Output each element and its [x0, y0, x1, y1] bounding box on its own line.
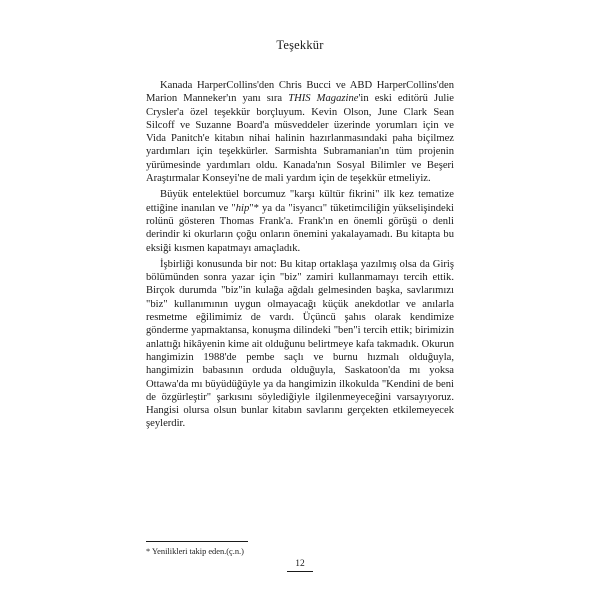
main-text	[146, 79, 454, 431]
page-number: 12	[295, 559, 305, 569]
footnote-rule	[146, 541, 248, 542]
paragraph	[146, 258, 454, 431]
paragraph-text: 'in eski editörü Julie Crysler'a özel teşekkür borçluyum. Kevin Olson, June Clark Sean Silcoff ve Suzanne Board'a müsveddeler üzerinde yorumları için ve Vida Panitch'e kitabın nihai halinin hazırlanmasındaki paha biçilmez yardımları için teşekkürler. Sarmishta Subramanian'ın tüm projenin yürümesinde yardımları oldu. Kanada'nın Sosyal Bilimler ve Beşeri Araştırmalar Konseyi'ne de mali yardım için de teşekkür etmeliyiz.	[146, 93, 454, 185]
paragraph-text: Kanada HarperCollins'den Chris Bucci ve ABD HarperCollins'den Marion Manneker'ın yanı sıra	[146, 80, 454, 105]
footnote: * Yenilikleri takip eden.(ç.n.)	[146, 547, 244, 556]
paragraph-text: "* ya da "isyancı" tüketimciliğin yükselişindeki rolünü gösteren Thomas Frank'a. Frank'ın en önemli görüşü o denli derindir ki okurların çoğu onların önemini yakalayamadı. Bu kitapta bu eksiği kısmen kapatmayı amaçladık.	[146, 202, 454, 254]
paragraph-text: Büyük entelektüel borcumuz "karşı kültür fikrini" ilk kez tematize ettiğine inanılan ve "	[146, 189, 454, 214]
page-number-underline	[287, 571, 313, 572]
italic-text: THIS Magazine	[288, 93, 359, 105]
paragraph-text: İşbirliği konusunda bir not: Bu kitap ortaklaşa yazılmış olsa da Giriş bölümünden sonra yazar için "biz" zamiri kullanmamayı tercih ettik. Birçok durumda "biz"in kulağa ağdalı gelmesinden başka, savlarımızı "biz" kullanımının uygun olmayacağı küçük anekdotlar ve anılarla resmetme eğilimimiz de vardı. Üçüncü şahıs olarak kendimize gönderme yapmaktansa, konuşma dilindeki "ben"i tercih ettik; birimizin anlattığı hikâyenin kime ait olduğunu belirtmeye kafa takmadık. Okurun hangimizin 1988'de pembe saçlı ve burnu hızmalı olduğuyla, hangimizin babasının orduda olduğuyla, Saskatoon'da mı yoksa Ottawa'da mı büyüdüğüyle ya da hangimizin ilkokulda "Kendini de beni de özgürleştir" şarkısını söylediğiyle ilgilenmeyeceğini varsayıyoruz. Hangisi olursa olsun bunlar kitabın savlarını gerçekten etkilemeyecek şeylerdir.	[146, 258, 454, 430]
italic-text: hip	[235, 202, 250, 214]
paragraph	[146, 188, 454, 254]
paragraph	[146, 79, 454, 185]
page-title: Teşekkür	[276, 38, 324, 52]
